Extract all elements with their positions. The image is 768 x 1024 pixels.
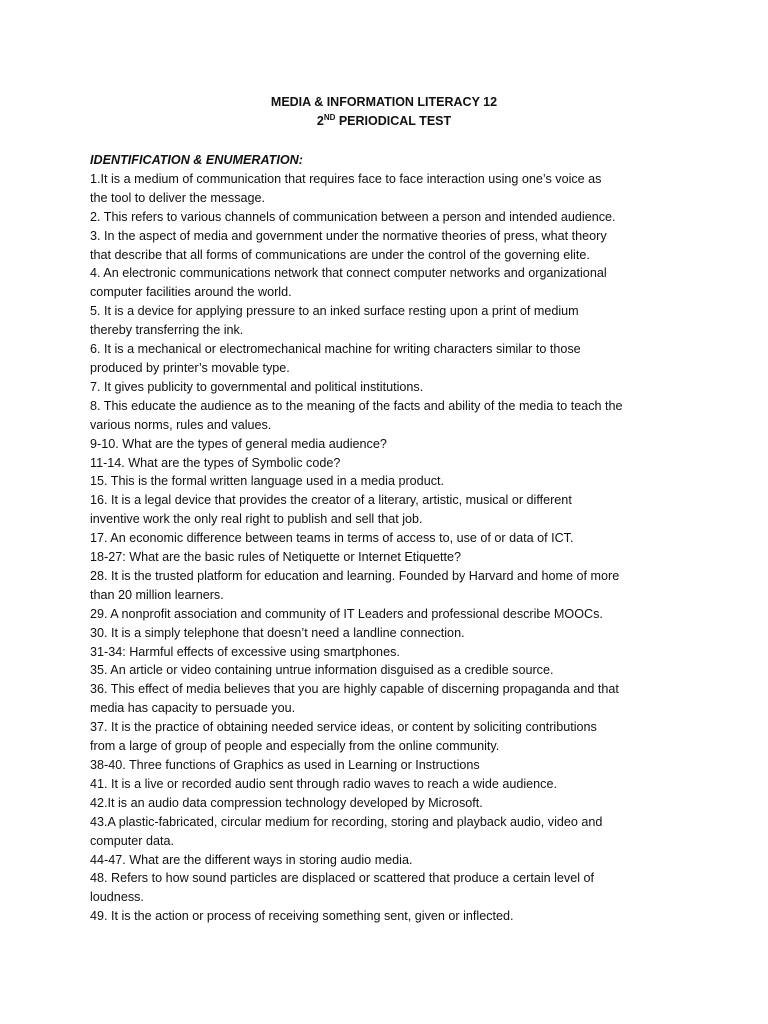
question-line: 16. It is a legal device that provides the creator of a literary, artistic, musical or different: [90, 493, 572, 508]
question-line: inventive work the only real right to publish and sell that job.: [90, 512, 423, 527]
question-line: 17. An economic difference between teams in terms of access to, use of or data of ICT.: [90, 531, 574, 546]
question-line: 6. It is a mechanical or electromechanical machine for writing characters similar to those: [90, 342, 581, 357]
question-line: 41. It is a live or recorded audio sent through radio waves to reach a wide audience.: [90, 776, 557, 791]
question-line: various norms, rules and values.: [90, 417, 272, 432]
question-list: [90, 151, 690, 926]
question-line: 7. It gives publicity to governmental and political institutions.: [90, 379, 424, 394]
section-heading: IDENTIFICATION & ENUMERATION:: [90, 153, 303, 167]
question-line: 43.A plastic-fabricated, circular medium for recording, storing and playback audio, video and: [90, 814, 603, 829]
question-line: 35. An article or video containing untrue information disguised as a credible source.: [90, 663, 554, 678]
question-line: that describe that all forms of communications are under the control of the governing elite.: [90, 247, 590, 262]
question-line: thereby transferring the ink.: [90, 323, 244, 338]
question-line: 5. It is a device for applying pressure to an inked surface resting upon a print of medium: [90, 304, 579, 319]
question-line: 8. This educate the audience as to the meaning of the facts and ability of the media to teach the: [90, 398, 623, 413]
question-line: 4. An electronic communications network that connect computer networks and organizational: [90, 266, 607, 281]
subtitle-superscript: ND: [323, 113, 336, 122]
question-line: produced by printer’s movable type.: [90, 360, 290, 375]
page-title: MEDIA & INFORMATION LITERACY 12: [270, 95, 498, 109]
question-line: from a large of group of people and especially from the online community.: [90, 739, 500, 754]
question-line: media has capacity to persuade you.: [90, 701, 296, 716]
question-line: loudness.: [90, 890, 144, 905]
question-line: 3. In the aspect of media and government under the normative theories of press, what theory: [90, 228, 607, 243]
question-line: the tool to deliver the message.: [90, 190, 266, 205]
question-line: 31-34: Harmful effects of excessive using smartphones.: [90, 644, 400, 659]
question-line: 36. This effect of media believes that you are highly capable of discerning propaganda and that: [90, 682, 619, 697]
question-line: 37. It is the practice of obtaining needed service ideas, or content by soliciting contributions: [90, 720, 597, 735]
question-line: 44-47. What are the different ways in storing audio media.: [90, 852, 413, 867]
question-line: computer data.: [90, 833, 175, 848]
question-line: 2. This refers to various channels of communication between a person and intended audience.: [90, 209, 616, 224]
question-line: 30. It is a simply telephone that doesn’t need a landline connection.: [90, 625, 465, 640]
question-line: 42.It is an audio data compression technology developed by Microsoft.: [90, 795, 483, 810]
question-lines: [90, 170, 690, 926]
subtitle-number: 2: [316, 114, 324, 128]
page-subtitle: [0, 112, 768, 130]
question-line: 15. This is the formal written language used in a media product.: [90, 474, 444, 489]
subtitle-text: PERIODICAL TEST: [335, 114, 452, 128]
question-line: 29. A nonprofit association and community of IT Leaders and professional describe MOOCs.: [90, 606, 603, 621]
question-line: 38-40. Three functions of Graphics as used in Learning or Instructions: [90, 758, 480, 772]
question-line: 49. It is the action or process of receiving something sent, given or inflected.: [90, 909, 514, 924]
question-line: 18-27: What are the basic rules of Netiquette or Internet Etiquette?: [90, 550, 462, 565]
question-line: 11-14. What are the types of Symbolic code?: [90, 455, 341, 470]
question-line: than 20 million learners.: [90, 587, 224, 602]
question-line: 28. It is the trusted platform for education and learning. Founded by Harvard and home of more: [90, 568, 620, 583]
question-line: computer facilities around the world.: [90, 285, 292, 300]
question-line: 1.It is a medium of communication that requires face to face interaction using one’s voice as: [90, 171, 602, 186]
question-line: 9-10. What are the types of general media audience?: [90, 436, 387, 451]
question-line: 48. Refers to how sound particles are displaced or scattered that produce a certain level of: [90, 871, 595, 886]
